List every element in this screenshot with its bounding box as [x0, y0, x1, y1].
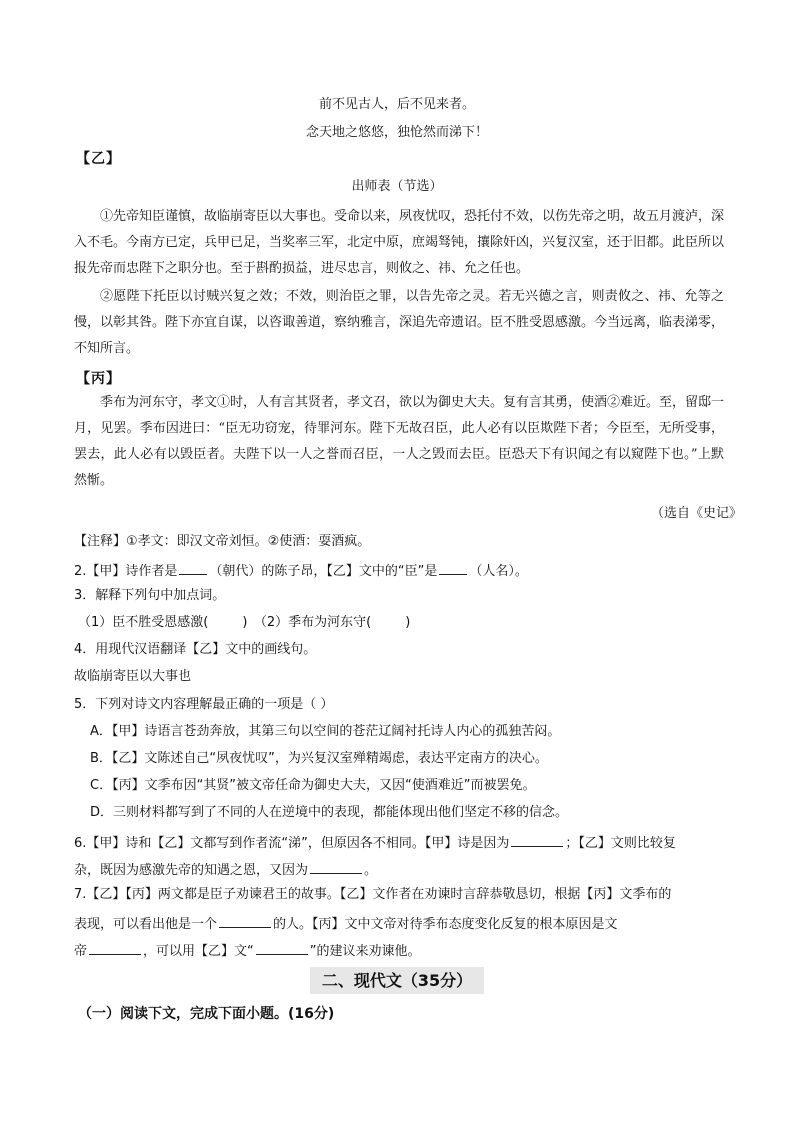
q7-text-e: ”的建议来劝谏他。 — [309, 944, 421, 959]
source-citation: （选自《史记》 — [650, 506, 742, 521]
question-5: 5．下列对诗文内容理解最正确的一项是（ ） — [74, 697, 334, 712]
question-4-sentence: 故临崩寄臣以大事也 — [74, 669, 192, 684]
section-label-yi: 【乙】 — [76, 151, 121, 167]
question-5-option-a[interactable]: A．【甲】诗语言苍劲奔放，其第三句以空间的苍茫辽阔衬托诗人内心的孤独苦闷。 — [90, 724, 561, 739]
q7-blank-3[interactable] — [256, 940, 308, 955]
q3-item-1: （1）臣不胜受恩感激( — [78, 615, 209, 630]
passage-yi-paragraph-1: ①先帝知臣谨慎，故临崩寄臣以大事也。受命以来，夙夜忧叹，恐托付不效，以伤先帝之明，故五月渡泸，深入不毛。今南方已定，兵甲已足，当奖率三军，北定中原，庶竭驽钝，攘除奸凶，兴复汉室，还于旧都。此臣所以报先帝而忠陛下之职分也。至于斟酌损益，进尽忠言，则攸之、祎、允之任也。 — [74, 209, 725, 276]
question-5-option-c[interactable]: C．【丙】文季布因“其贤”被文帝任命为御史大夫，又因“使酒难近”而被罢免。 — [90, 778, 536, 793]
question-7-line-2 — [74, 913, 734, 934]
question-7-line-1: 7.【乙】【丙】两文都是臣子劝谏君王的故事。【乙】文作者在劝谏时言辞恭敬恳切，根据【丙】文季布的 — [74, 887, 672, 902]
section-2-header: 二、现代文（35分） — [310, 967, 484, 994]
q6-blank-2[interactable] — [310, 859, 362, 874]
notes: 【注释】①孝文：即汉文帝刘恒。②使酒：耍酒疯。 — [74, 534, 371, 549]
question-5-option-b[interactable]: B．【乙】文陈述自己“夙夜忧叹”，为兴复汉室殚精竭虑，表达平定南方的决心。 — [90, 751, 548, 766]
passage-title-yi: 出师表（节选） — [351, 179, 443, 194]
q6-text-c: 杂，既因为感激先帝的知遇之恩，又因为 — [74, 863, 309, 878]
poem-line-1: 前不见古人，后不见来者。 — [318, 97, 475, 112]
q7-blank-1[interactable] — [219, 913, 271, 928]
poem-line-2: 念天地之悠悠，独怆然而涕下！ — [305, 125, 488, 140]
q7-text-b: 的人。【丙】文中文帝对待季布态度变化反复的根本原因是文 — [273, 917, 618, 932]
q6-text-a: 6.【甲】诗和【乙】文都写到作者流“涕”，但原因各不相同。【甲】诗是因为 — [74, 836, 510, 851]
q2-text-c: （人名）。 — [469, 564, 528, 579]
passage-yi-paragraph-2: ②愿陛下托臣以讨贼兴复之效；不效，则治臣之罪，以告先帝之灵。若无兴德之言，则责攸之、祎、允等之慢，以彰其咎。陛下亦宜自谋，以咨诹善道，察纳雅言，深追先帝遗诏。臣不胜受恩感激。今当远离，临表涕零，不知所言。 — [74, 289, 725, 356]
question-2 — [74, 560, 734, 581]
q7-text-d: ，可以用【乙】文“ — [143, 944, 254, 959]
question-5-option-d[interactable]: D．三则材料都写到了不同的人在逆境中的表现，都能体现出他们坚定不移的信念。 — [90, 805, 569, 820]
q3-item-close: ) — [405, 615, 411, 630]
q7-text-a: 表现，可以看出他是一个 — [74, 917, 218, 932]
q7-text-c: 帝 — [74, 944, 88, 959]
question-3-items — [78, 614, 728, 632]
q6-blank-1[interactable] — [511, 832, 563, 847]
question-7-line-3 — [74, 940, 734, 961]
q2-text-a: 2.【甲】诗作者是 — [74, 564, 178, 579]
q6-text-d: 。 — [364, 863, 378, 878]
q2-blank-dynasty[interactable] — [179, 560, 207, 575]
section-label-bing: 【丙】 — [76, 371, 121, 387]
q6-text-b: ；【乙】文则比较复 — [565, 836, 676, 851]
q7-blank-2[interactable] — [89, 940, 141, 955]
q2-blank-name[interactable] — [439, 560, 467, 575]
question-4: 4．用现代汉语翻译【乙】文中的画线句。 — [74, 642, 317, 657]
q2-text-b: （朝代）的陈子昂，【乙】文中的“臣”是 — [209, 564, 438, 579]
question-3: 3．解释下列句中加点词。 — [74, 588, 226, 603]
section-2-subheader: （一）阅读下文，完成下面小题。(16分) — [78, 1006, 335, 1022]
q3-item-2: ) （2）季布为河东守( — [242, 615, 372, 630]
question-6-line-1 — [74, 832, 734, 853]
question-6-line-2 — [74, 859, 734, 880]
passage-bing-paragraph: 季布为河东守，孝文①时，人有言其贤者，孝文召，欲以为御史大夫。复有言其勇，使酒②难近。至，留邸一月，见罢。季布因进曰：“臣无功窃宠，待罪河东。陛下无故召臣，此人必有以臣欺陛下者；今臣至，无所受事，罢去，此人必有以毁臣者。夫陛下以一人之誉而召臣，一人之毁而去臣。臣恐天下有识闻之有以窥陛下也。”上默然惭。 — [74, 395, 725, 488]
